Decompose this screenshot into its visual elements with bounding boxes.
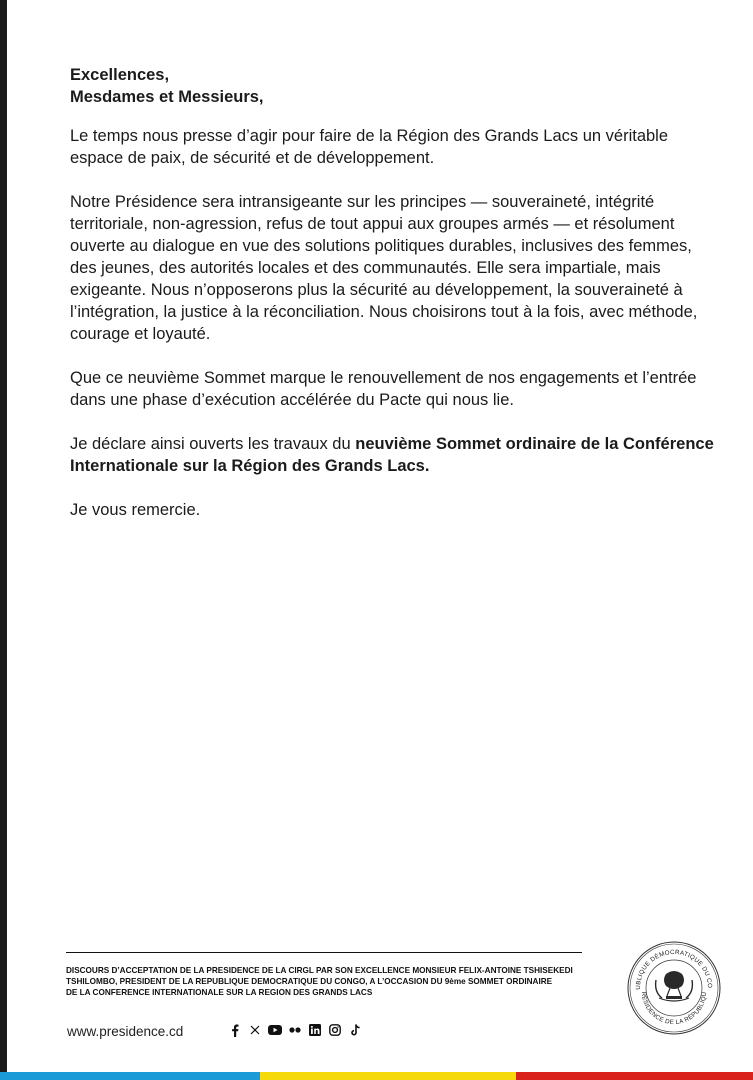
salutation bbox=[70, 64, 720, 108]
instagram-icon[interactable] bbox=[328, 1023, 342, 1037]
website-link[interactable]: www.presidence.cd bbox=[67, 1024, 184, 1039]
seal-top-text: UBLIQUE DÉMOCRATIQUE DU CO bbox=[634, 948, 714, 990]
x-icon[interactable] bbox=[248, 1023, 262, 1037]
salutation-line-2: Mesdames et Messieurs, bbox=[70, 88, 264, 106]
flag-color-bar bbox=[0, 1072, 753, 1080]
flag-bar-red bbox=[516, 1072, 753, 1080]
presidential-seal bbox=[626, 940, 722, 1036]
facebook-icon[interactable] bbox=[228, 1023, 242, 1037]
paragraph-4 bbox=[70, 433, 720, 477]
paragraph-4-bold: neuvième Sommet ordinaire de la Conférence Internationale sur la Région des Grands Lacs. bbox=[70, 435, 714, 475]
flickr-icon[interactable] bbox=[288, 1023, 302, 1037]
tiktok-icon[interactable] bbox=[348, 1023, 362, 1037]
salutation-line-1: Excellences, bbox=[70, 66, 170, 84]
paragraph-2: Notre Présidence sera intransigeante sur les principes — souveraineté, intégrité territoriale, non-agression, refus de tout appui aux groupes armés — et résolument ouverte au dialogue en vue des solutions politiques durables, inclusives des femmes, des jeunes, des autorités locales et des communautés. Elle sera impartiale, mais exigeante. Nous n’opposerons plus la sécurité au développement, la souveraineté à l’intégration, la justice à la réconciliation. Nous choisirons tout à la fois, avec méthode, courage et loyauté. bbox=[70, 193, 698, 343]
social-icons bbox=[228, 1023, 362, 1037]
footer-caption-line-3: DE LA CONFERENCE INTERNATIONALE SUR LA REGION DES GRANDS LACS bbox=[66, 988, 373, 997]
linkedin-icon[interactable] bbox=[308, 1023, 322, 1037]
leopard-emblem-icon bbox=[656, 971, 693, 1001]
paragraph-1: Le temps nous presse d’agir pour faire de la Région des Grands Lacs un véritable espace de paix, de sécurité et de développement. bbox=[70, 127, 669, 167]
footer-caption-line-2: TSHILOMBO, PRESIDENT DE LA REPUBLIQUE DEMOCRATIQUE DU CONGO, A L’OCCASION DU 9ème SOMMET ORDINAIRE bbox=[66, 977, 553, 986]
paragraph-4-text: Je déclare ainsi ouverts les travaux du bbox=[70, 435, 356, 453]
flag-bar-blue bbox=[0, 1072, 260, 1080]
seal-bottom-text: RÉSIDENCE DE LA RÉPUBLIQU bbox=[639, 991, 709, 1027]
footer-caption bbox=[66, 965, 596, 998]
paragraph-3: Que ce neuvième Sommet marque le renouvellement de nos engagements et l’entrée dans une phase d’exécution accélérée du Pacte qui nous lie. bbox=[70, 369, 697, 409]
footer-caption-line-1: DISCOURS D’ACCEPTATION DE LA PRESIDENCE DE LA CIRGL PAR SON EXCELLENCE MONSIEUR FELIX-ANTOINE TSHISEKEDI bbox=[66, 966, 573, 975]
closing-line: Je vous remercie. bbox=[70, 501, 201, 519]
flag-bar-yellow bbox=[260, 1072, 516, 1080]
speech-body bbox=[70, 64, 720, 543]
youtube-icon[interactable] bbox=[268, 1023, 282, 1037]
left-border bbox=[0, 0, 7, 1072]
footer-divider bbox=[66, 952, 582, 953]
